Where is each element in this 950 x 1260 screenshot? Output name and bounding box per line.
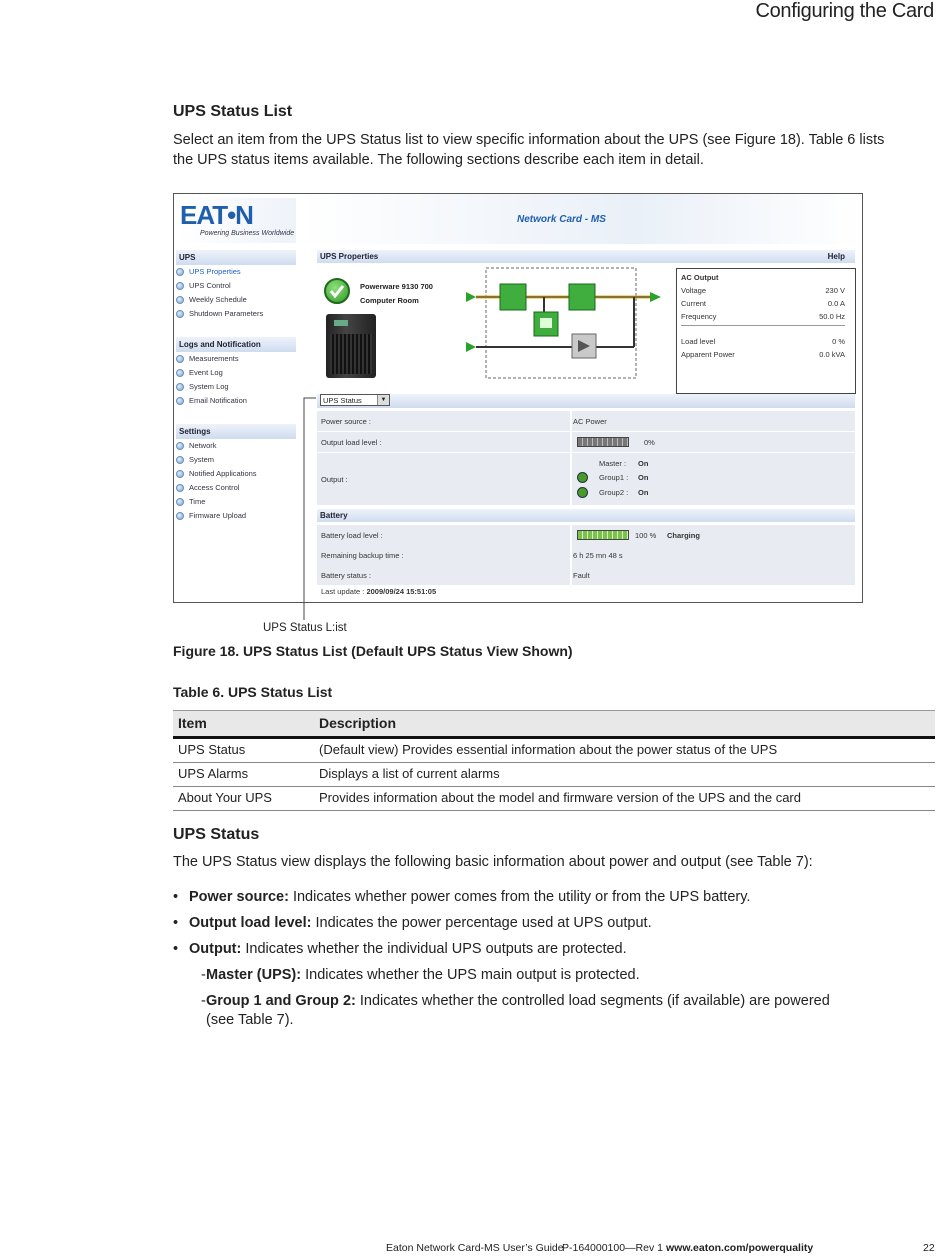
ups-status-select-value: UPS Status	[323, 396, 362, 405]
ups-properties-bar	[317, 250, 855, 263]
row-battery-status	[317, 565, 855, 585]
status-select-bar	[317, 394, 855, 408]
nav-item-ups-control[interactable]: UPS Control	[176, 281, 231, 291]
power-source-label: Power source :	[321, 417, 372, 426]
battery-charging-state: Charging	[667, 531, 700, 540]
help-link[interactable]: Help	[827, 252, 845, 261]
group2-label: Group2 :	[599, 488, 629, 497]
apparent-power-label: Apparent Power	[681, 350, 735, 359]
load-level-label: Load level	[681, 337, 716, 346]
table-cell-item: UPS Status	[178, 742, 246, 757]
section-heading-ups-status-list: UPS Status List	[173, 103, 293, 120]
row-remaining-backup	[317, 545, 855, 565]
nav-item-access-control[interactable]: Access Control	[176, 483, 239, 493]
frequency-value: 50.0 Hz	[819, 312, 845, 321]
input-arrow-icon	[466, 292, 476, 302]
row-separator	[570, 411, 572, 431]
bullet-dot: •	[173, 889, 179, 905]
last-update	[321, 587, 436, 596]
battery-status-value: Fault	[573, 571, 590, 580]
last-update-label: Last update :	[321, 587, 365, 596]
remaining-backup-value: 6 h 25 mn 48 s	[573, 551, 623, 560]
sub-list-item	[189, 966, 640, 985]
output-load-value: 0%	[644, 438, 655, 447]
table-row	[173, 738, 935, 763]
callout-label: UPS Status L:ist	[263, 622, 347, 634]
device-location: Computer Room	[360, 296, 419, 305]
table-row	[173, 762, 935, 787]
bullet-icon	[176, 296, 184, 304]
bullet-icon	[176, 484, 184, 492]
load-level-value: 0 %	[832, 337, 845, 346]
rectifier-block	[500, 284, 526, 310]
bullet-term: Output load level:	[189, 915, 312, 931]
current-value: 0.0 A	[827, 299, 845, 308]
nav-head-ups: UPS	[176, 250, 296, 265]
remaining-backup-label: Remaining backup time :	[321, 551, 404, 560]
output-label: Output :	[321, 475, 348, 484]
nav-item-email-notification[interactable]: Email Notification	[176, 396, 247, 406]
figure-screenshot	[173, 193, 863, 603]
bullet-icon	[176, 369, 184, 377]
row-battery-load	[317, 525, 855, 545]
table-caption: Table 6. UPS Status List	[173, 684, 333, 700]
app-title-bar	[299, 194, 861, 244]
footer-guide-title: Eaton Network Card-MS User’s Guide	[386, 1242, 564, 1254]
ups-status-select[interactable]	[320, 394, 390, 406]
bullet-icon	[176, 456, 184, 464]
bullet-term: Power source:	[189, 889, 289, 905]
battery-load-label: Battery load level :	[321, 531, 383, 540]
nav-head-logs: Logs and Notification	[176, 337, 296, 352]
intro-line-1: Select an item from the UPS Status list to view specific information about the UPS (see Figure 18). Table 6 lists	[173, 132, 885, 148]
table-row	[173, 786, 935, 811]
bullet-text: Indicates the power percentage used at UPS output.	[311, 915, 652, 931]
list-item	[173, 888, 750, 907]
bullet-text: Indicates whether the individual UPS outputs are protected.	[241, 941, 627, 957]
table-cell-item: About Your UPS	[178, 790, 272, 805]
bullet-icon	[176, 470, 184, 478]
bullet-term: Output:	[189, 941, 242, 957]
ac-output-panel	[676, 268, 856, 394]
sub-bullet-text-cont: (see Table 7).	[206, 1012, 294, 1028]
logo-text: EAT•N	[180, 200, 253, 230]
bullet-dot: •	[173, 941, 179, 957]
battery-symbol	[540, 318, 552, 328]
group2-status-icon	[577, 487, 588, 498]
battery-bar: Battery	[317, 509, 855, 522]
output-load-meter	[577, 437, 629, 447]
master-label: Master :	[599, 459, 627, 468]
intro-paragraph	[173, 131, 943, 170]
ac-output-title: AC Output	[681, 273, 719, 282]
ups-vent-grille	[330, 334, 372, 374]
callout-leader-line	[296, 395, 326, 625]
bullet-icon	[176, 442, 184, 450]
frequency-label: Frequency	[681, 312, 717, 321]
bypass-input-arrow-icon	[466, 342, 476, 352]
row-separator	[570, 453, 572, 505]
ok-check-icon	[324, 278, 350, 304]
ups-display	[334, 320, 348, 326]
sub-bullet-text: Indicates whether the controlled load segments (if available) are powered	[355, 993, 830, 1009]
nav-item-notified-applications[interactable]: Notified Applications	[176, 469, 257, 479]
device-model: Powerware 9130 700	[360, 282, 433, 291]
list-item	[173, 914, 652, 933]
bullet-icon	[176, 512, 184, 520]
row-output	[317, 453, 855, 505]
table-cell-description: Displays a list of current alarms	[319, 766, 500, 781]
output-arrow-icon	[650, 292, 661, 302]
nav-item-network[interactable]: Network	[176, 441, 217, 451]
page-number: 22	[923, 1242, 935, 1254]
footer-url[interactable]: www.eaton.com/powerquality	[666, 1242, 814, 1254]
logo-tagline: Powering Business Worldwide	[200, 230, 295, 237]
left-navigation	[174, 194, 299, 602]
panel-divider	[681, 325, 845, 326]
app-title: Network Card - MS	[517, 214, 606, 225]
row-separator	[570, 565, 572, 585]
row-separator	[570, 545, 572, 565]
nav-item-weekly-schedule[interactable]: Weekly Schedule	[176, 295, 247, 305]
bullet-icon	[176, 355, 184, 363]
nav-head-settings: Settings	[176, 424, 296, 439]
figure-caption: Figure 18. UPS Status List (Default UPS Status View Shown)	[173, 643, 573, 659]
battery-load-meter	[577, 530, 629, 540]
battery-status-label: Battery status :	[321, 571, 372, 580]
inverter-block	[569, 284, 595, 310]
voltage-label: Voltage	[681, 286, 707, 295]
sub-bullet-text: Indicates whether the UPS main output is protected.	[301, 967, 640, 983]
row-separator	[570, 432, 572, 452]
table-header	[173, 710, 935, 739]
current-label: Current	[681, 299, 707, 308]
bullet-icon	[176, 498, 184, 506]
table-cell-description: (Default view) Provides essential information about the power status of the UPS	[319, 742, 778, 757]
sub-list-item	[189, 992, 889, 1030]
nav-item-ups-properties[interactable]: UPS Properties	[176, 267, 241, 277]
nav-item-event-log[interactable]: Event Log	[176, 368, 223, 378]
apparent-power-value: 0.0 kVA	[819, 350, 845, 359]
output-load-label: Output load level :	[321, 438, 382, 447]
voltage-value: 230 V	[825, 286, 845, 295]
intro-line-2: the UPS status items available. The following sections describe each item in detail.	[173, 151, 704, 168]
nav-item-system-log[interactable]: System Log	[176, 382, 229, 392]
group1-value: On	[638, 473, 649, 482]
bullet-icon	[176, 397, 184, 405]
nav-item-time[interactable]: Time	[176, 497, 205, 507]
footer-doc-number: P-164000100—Rev 1	[562, 1242, 663, 1254]
master-value: On	[638, 459, 649, 468]
nav-item-firmware-upload[interactable]: Firmware Upload	[176, 511, 246, 521]
ups-properties-label: UPS Properties	[320, 252, 379, 261]
bullet-text: Indicates whether power comes from the utility or from the UPS battery.	[288, 889, 751, 905]
page-header-title: Configuring the Card	[755, 0, 934, 22]
dash-marker: -	[201, 993, 206, 1009]
table-cell-item: UPS Alarms	[178, 766, 249, 781]
section-heading-ups-status: UPS Status	[173, 826, 260, 843]
sub-bullet-term: Group 1 and Group 2:	[206, 993, 356, 1009]
chevron-down-icon[interactable]: ▼	[377, 395, 389, 405]
last-update-value: 2009/09/24 15:51:05	[366, 587, 437, 596]
battery-load-value: 100 %	[635, 531, 657, 540]
group1-status-icon	[577, 472, 588, 483]
sub-bullet-term: Master (UPS):	[206, 967, 302, 983]
power-flow-diagram	[464, 266, 674, 382]
nav-item-measurements[interactable]: Measurements	[176, 354, 239, 364]
column-header-description: Description	[319, 715, 397, 731]
group1-label: Group1 :	[599, 473, 629, 482]
list-item	[173, 940, 627, 959]
bullet-icon	[176, 268, 184, 276]
row-power-source	[317, 411, 855, 431]
dash-marker: -	[201, 967, 206, 983]
bullet-icon	[176, 383, 184, 391]
column-header-item: Item	[178, 715, 207, 731]
row-output-load	[317, 432, 855, 452]
nav-item-system[interactable]: System	[176, 455, 214, 465]
row-separator	[570, 525, 572, 545]
bullet-icon	[176, 282, 184, 290]
nav-item-shutdown-parameters[interactable]: Shutdown Parameters	[176, 309, 263, 319]
ups-device-image	[326, 314, 376, 378]
power-source-value: AC Power	[573, 417, 607, 426]
bullet-icon	[176, 310, 184, 318]
table-cell-description: Provides information about the model and firmware version of the UPS and the card	[319, 790, 801, 805]
bullet-dot: •	[173, 915, 179, 931]
ups-status-paragraph: The UPS Status view displays the following basic information about power and output (see Table 7):	[173, 854, 813, 870]
group2-value: On	[638, 488, 649, 497]
